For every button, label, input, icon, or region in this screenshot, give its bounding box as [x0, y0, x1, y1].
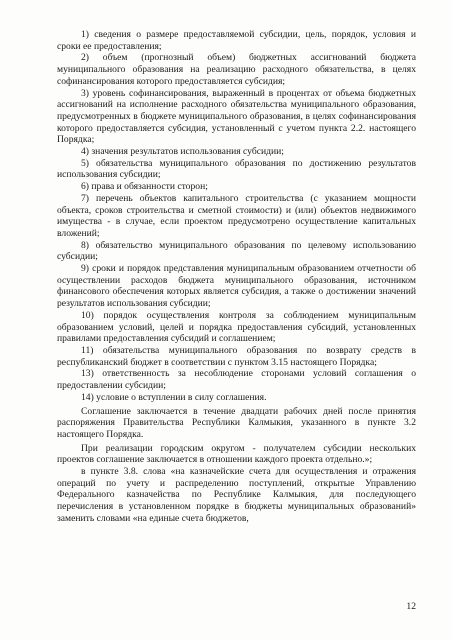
paragraph-item-11: 11) обязательства муниципального образования по возврату средств в республиканский бюджет в соответствии с пунктом 3.15 настоящего Порядка; [57, 344, 416, 368]
paragraph-multiple-projects: При реализации городским округом - получателем субсидии нескольких проектов соглашение заключается в отношении каждого проекта отдельно.»; [57, 442, 416, 466]
paragraph-item-14: 14) условие о вступлении в силу соглашения. [81, 391, 267, 403]
page-number: 12 [406, 601, 416, 612]
paragraph-agreement-term: Соглашение заключается в течение двадцати рабочих дней после принятия распоряжения Правительства Республики Калмыкия, указанного в пункте 3.2 настоящего Порядка. [57, 405, 416, 440]
paragraph-item-6: 6) права и обязанности сторон; [81, 181, 208, 193]
paragraph-item-10: 10) порядок осуществления контроля за соблюдением муниципальным образованием условий, целей и порядка предоставления субсидий, установленных правилами предоставления субсидий и соглашением; [57, 309, 416, 345]
document-body [57, 29, 416, 525]
paragraph-item-7: 7) перечень объектов капитального строительства (с указанием мощности объекта, сроков строительства и сметной стоимости) и (или) объектов недвижимого имущества - в случае, если проектом предусмотрено осуществление капитальных вложений; [57, 192, 416, 239]
paragraph-item-9: 9) сроки и порядок представления муниципальным образованием отчетности об осуществлении расходов бюджета муниципального образования, источником финансового обеспечения которых является субсидия, а также о достижении значений результатов использования субсидии; [57, 263, 416, 310]
paragraph-item-4: 4) значения результатов использования субсидии; [81, 146, 284, 158]
paragraph-point-3-8: в пункте 3.8. слова «на казначейские счета для осуществления и отражения операций по учету и распределению поступлений, открытые Управлению Федерального казначейства по Республике Калмыкия, для последующего перечисления в установленном порядке в бюджеты муниципальных образований» заменить словами «на единые счета бюджетов, [57, 466, 416, 524]
paragraph-item-1: 1) сведения о размере предоставляемой субсидии, цель, порядок, условия и сроки ее предоставления; [57, 29, 416, 52]
paragraph-item-8: 8) обязательство муниципального образования по целевому использованию субсидии; [57, 239, 416, 263]
paragraph-item-3: 3) уровень софинансирования, выраженный в процентах от объема бюджетных ассигнований на исполнение расходного обязательства муниципального образования, предусмотренных в бюджете муниципального образования, в целях софинансирования которого предоставляется субсидия, установленный с учетом пункта 2.2. настоящего Порядка; [57, 87, 416, 146]
paragraph-item-2: 2) объем (прогнозный объем) бюджетных ассигнований бюджета муниципального образования на реализацию расходного обязательства, в целях софинансирования которого предоставляется субсидия; [57, 52, 416, 87]
paragraph-item-13: 13) ответственность за несоблюдение сторонами условий соглашения о предоставлении субсидии; [57, 368, 416, 392]
paragraph-item-5: 5) обязательства муниципального образования по достижению результатов использования субсидии; [57, 157, 416, 181]
